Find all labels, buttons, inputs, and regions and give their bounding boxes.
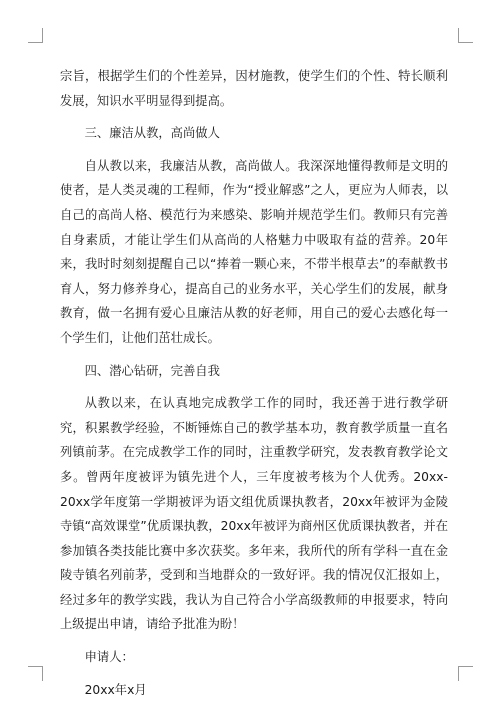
- applicant-label: 申请人：: [84, 650, 134, 665]
- paragraph-section-3: 自从教以来，我廉洁从教，高尚做人。我深深地懂得教师是文明的使者，是人类灵魂的工程师，作为“授业解惑”之人，更应为人师表，以自己的高尚人格、模范行为来感染、影响并规范学生们。教师只有完善自身素质，才能让学生们从高尚的人格魅力中吸取有益的营养。20年来，我时时刻刻提醒自己以“捧着一颗心来，不带半根草去”的奉献教书育人，努力修养身心，提高自己的业务水平，关心学生们的发展，献身教育，做一名拥有爱心且廉洁从教的好老师，用自己的爱心去感化每一个学生们，让他们茁壮成长。: [60, 158, 448, 345]
- section-heading-4: 四、潜心钻研，完善自我: [84, 363, 220, 378]
- crop-mark-top-left: [28, 28, 43, 43]
- date-line: 20xx年x月: [84, 682, 147, 697]
- paragraph-intro: 宗旨，根据学生们的个性差异，因材施教，使学生们的个性、特长顺利发展，知识水平明显得到提高。: [60, 69, 448, 108]
- crop-mark-top-right: [458, 28, 473, 43]
- paragraph-section-4: 从教以来，在认真地完成教学工作的同时，我还善于进行教学研究，积累教学经验，不断锤炼自己的教学基本功，教育教学质量一直名列镇前茅。在完成教学工作的同时，注重教学研究，发表教育教学论文多。曾两年度被评为镇先进个人，三年度被考核为个人优秀。20xx-20xx学年度第一学期被评为语文组优质课执教者，20xx年被评为金陵寺镇“高效课堂”优质课执教，20xx年被评为商州区优质课执教者，并在参加镇各类技能比赛中多次获奖。多年来，我所代的所有学科一直在金陵寺镇名列前茅，受到和当地群众的一致好评。我的情况仅汇报如上，经过多年的教学实践，我认为自己符合小学高级教师的申报要求，特向上级提出申请，请给予批准为盼！: [60, 396, 448, 632]
- crop-mark-bottom-right: [458, 666, 473, 681]
- crop-mark-bottom-left: [28, 666, 43, 681]
- document-body: [60, 64, 448, 702]
- section-heading-3: 三、廉洁从教，高尚做人: [84, 126, 220, 141]
